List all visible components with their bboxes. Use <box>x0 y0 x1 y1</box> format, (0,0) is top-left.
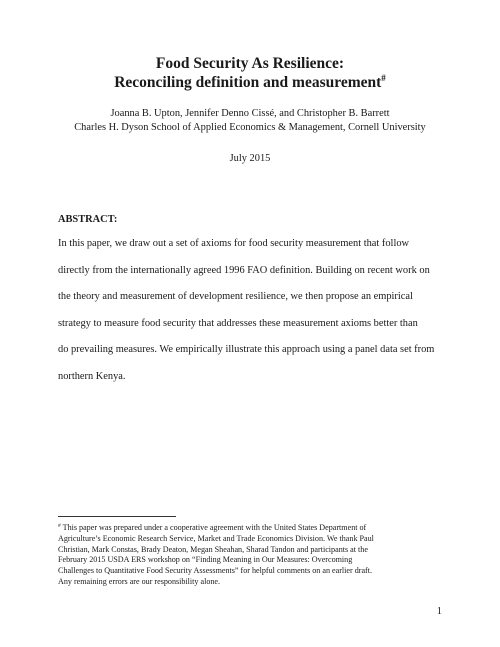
footnote-line: Challenges to Quantitative Food Security Assessments” for helpful comments on an earlier draft. <box>58 566 373 576</box>
footnote-separator <box>58 516 176 517</box>
footnote-line: Christian, Mark Constas, Brady Deaton, Megan Sheahan, Sharad Tandon and participants at the <box>58 544 368 554</box>
paper-title <box>0 54 500 92</box>
abstract-line: directly from the internationally agreed 1996 FAO definition. Building on recent work on <box>58 264 430 276</box>
footnote-line: February 2015 USDA ERS workshop on “Finding Meaning in Our Measures: Overcoming <box>58 555 353 565</box>
abstract-line: do prevailing measures. We empirically illustrate this approach using a panel data set from <box>58 344 435 355</box>
author-block <box>0 107 500 135</box>
author-names: Joanna B. Upton, Jennifer Denno Cissé, and Christopher B. Barrett <box>110 108 390 119</box>
page-number: 1 <box>436 606 442 617</box>
title-footnote-marker: # <box>381 73 386 83</box>
title-line-2 <box>0 73 500 92</box>
title-line-2-text: Reconciling definition and measurement <box>114 74 382 91</box>
abstract-heading: ABSTRACT: <box>58 214 118 225</box>
abstract-line: the theory and measurement of development resilience, we then propose an empirical <box>58 291 413 302</box>
author-affiliation: Charles H. Dyson School of Applied Economics & Management, Cornell University <box>74 122 426 133</box>
footnote-line: Agriculture’s Economic Research Service, Market and Trade Economics Division. We thank Paul <box>58 533 374 543</box>
footnote-line-text: This paper was prepared under a cooperative agreement with the United States Department of <box>60 523 367 532</box>
footnote-line <box>58 523 448 534</box>
abstract-line: In this paper, we draw out a set of axioms for food security measurement that follow <box>58 238 410 249</box>
publication-date: July 2015 <box>229 153 271 164</box>
abstract-body <box>58 237 446 396</box>
abstract-line: strategy to measure food security that addresses these measurement axioms better than <box>58 317 418 329</box>
footnote-marker: # <box>58 523 61 529</box>
footnote <box>58 523 448 588</box>
abstract-line: northern Kenya. <box>58 370 126 382</box>
footnote-line: Any remaining errors are our responsibility alone. <box>58 576 221 586</box>
title-line-1: Food Security As Resilience: <box>155 55 345 72</box>
